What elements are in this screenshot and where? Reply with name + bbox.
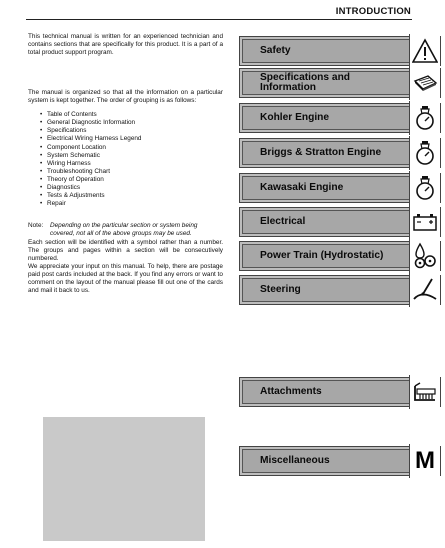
spec-book-icon	[409, 66, 440, 100]
section-tab-label: Kohler Engine	[260, 111, 330, 123]
list-item: • Electrical Wiring Harness Legend	[40, 135, 223, 143]
attachments-icon	[409, 375, 440, 409]
section-tab-kawasaki-engine[interactable]	[239, 173, 441, 203]
list-item: • General Diagnostic Information	[40, 119, 223, 127]
list-item: • Specifications	[40, 127, 223, 135]
section-tab-miscellaneous[interactable]	[239, 446, 441, 476]
section-tab-briggs-stratton-engine[interactable]	[239, 138, 441, 168]
warning-triangle-icon	[409, 34, 440, 68]
intro-paragraph-3: Each section will be identified with a symbol rather than a number. The groups and pages within a section will be consecutively numbered.	[28, 238, 223, 262]
section-tab-label: Briggs & Stratton Engine	[260, 146, 382, 158]
steering-icon	[409, 273, 440, 307]
list-item: • Table of Contents	[40, 111, 223, 119]
section-tab-label: Safety	[260, 44, 291, 56]
battery-icon	[409, 205, 440, 239]
section-tab-label: Electrical	[260, 215, 306, 227]
section-tab-attachments[interactable]	[239, 377, 441, 407]
list-item: • Theory of Operation	[40, 176, 223, 184]
note-text: Depending on the particular section or system being covered, not all of the above groups may be used.	[50, 222, 198, 238]
section-tab-label: Steering	[260, 283, 301, 295]
power-train-icon	[409, 239, 440, 273]
section-tab-steering[interactable]	[239, 275, 441, 305]
image-placeholder	[43, 417, 205, 541]
section-tab-label: Kawasaki Engine	[260, 181, 344, 193]
section-tab-label: Specifications and Information	[260, 71, 351, 93]
grouping-list	[40, 111, 223, 208]
note-label: Note:	[28, 222, 44, 230]
kawasaki-engine-icon	[409, 171, 440, 205]
section-tab-label: Miscellaneous	[260, 454, 330, 466]
intro-paragraph-4: We appreciate your input on this manual. To help, there are postage paid post cards included at the back. If you find any errors or want to comment on the layout of the manual please fill out one of the cards and mail it back to us.	[28, 262, 223, 295]
intro-paragraph-1: This technical manual is written for an experienced technician and contains sections that are specifically for this product. It is a part of a total product support program.	[28, 33, 223, 57]
list-item: • System Schematic	[40, 152, 223, 160]
intro-column	[28, 33, 223, 295]
intro-paragraph-2: The manual is organized so that all the information on a particular system is kept together. The order of grouping is as follows:	[28, 89, 223, 105]
miscellaneous-icon	[409, 444, 440, 478]
section-tab-power-train[interactable]	[239, 241, 441, 271]
briggs-engine-icon	[409, 136, 440, 170]
list-item: • Component Location	[40, 144, 223, 152]
list-item: • Diagnostics	[40, 184, 223, 192]
section-tab-safety[interactable]	[239, 36, 441, 66]
section-tab-label: Attachments	[260, 385, 322, 397]
section-tab-label: Power Train (Hydrostatic)	[260, 249, 384, 261]
page-title: INTRODUCTION	[335, 6, 411, 17]
section-tab-kohler-engine[interactable]	[239, 103, 441, 133]
header-rule	[26, 19, 412, 20]
miscellaneous-icon-letter: M	[415, 447, 435, 474]
list-item: • Wiring Harness	[40, 160, 223, 168]
section-tab-electrical[interactable]	[239, 207, 441, 237]
list-item: • Repair	[40, 200, 223, 208]
kohler-engine-icon	[409, 101, 440, 135]
note	[28, 222, 223, 238]
list-item: • Troubleshooting Chart	[40, 168, 223, 176]
list-item: • Tests & Adjustments	[40, 192, 223, 200]
section-tab-specifications[interactable]	[239, 68, 441, 98]
